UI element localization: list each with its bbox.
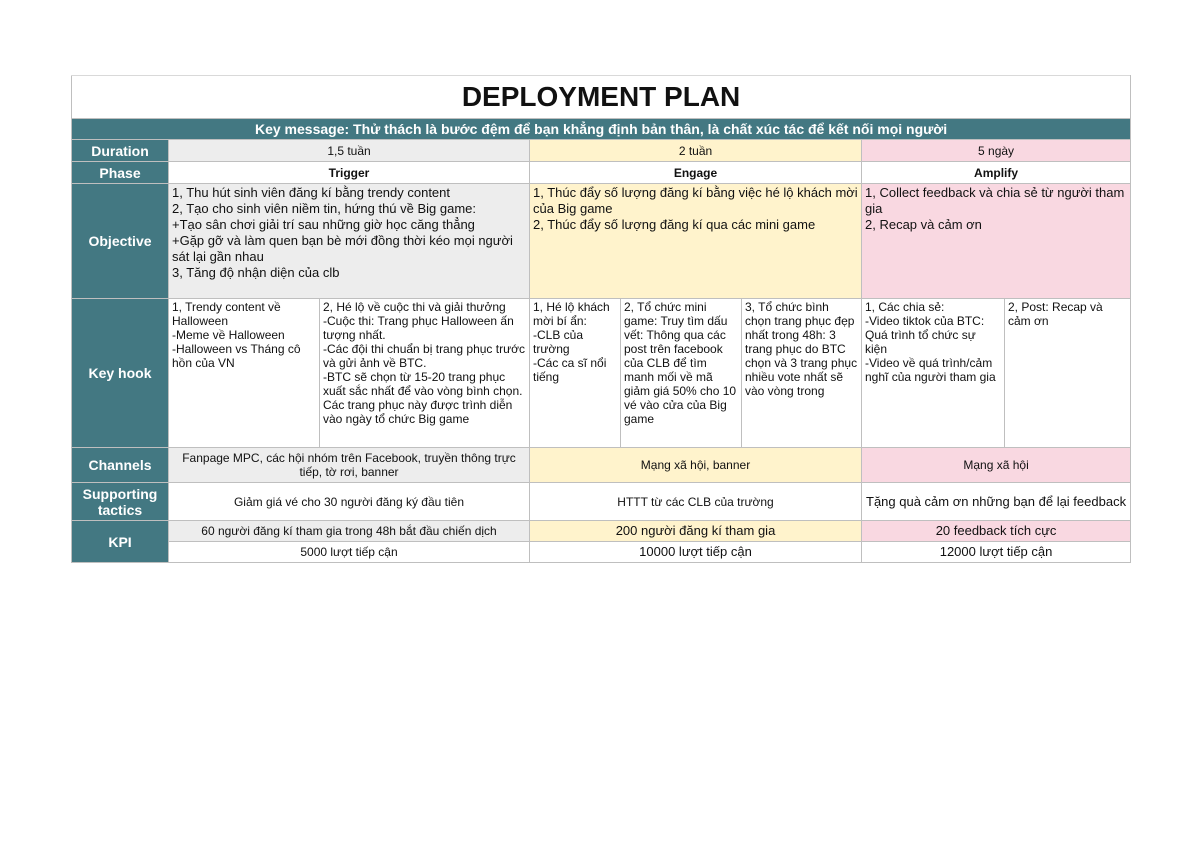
key-hook-engage-2: 2, Tổ chức mini game: Truy tìm dấu vết: Thông qua các post trên facebook của CLB để tìm manh mối về mã giảm giá 50% cho 10 vé vào cửa của Big game: [621, 299, 742, 448]
row-label-phase: Phase: [72, 162, 169, 184]
supporting-tactics-trigger: Giảm giá vé cho 30 người đăng ký đầu tiên: [169, 483, 530, 521]
key-hook-trigger-1: 1, Trendy content về Halloween -Meme về Halloween -Halloween vs Tháng cô hồn của VN: [169, 299, 320, 448]
duration-trigger: 1,5 tuần: [169, 140, 530, 162]
supporting-tactics-amplify: Tặng quà cảm ơn những bạn để lại feedback: [862, 483, 1131, 521]
page-title: DEPLOYMENT PLAN: [72, 76, 1131, 119]
kpi-engage-2: 10000 lượt tiếp cận: [530, 542, 862, 563]
phase-engage: Engage: [530, 162, 862, 184]
supporting-tactics-engage: HTTT từ các CLB của trường: [530, 483, 862, 521]
key-message-banner: Key message: Thử thách là bước đệm để bạn khẳng định bản thân, là chất xúc tác để kết nối mọi người: [72, 119, 1131, 140]
duration-amplify: 5 ngày: [862, 140, 1131, 162]
channels-amplify: Mạng xã hội: [862, 448, 1131, 483]
row-label-channels: Channels: [72, 448, 169, 483]
key-hook-engage-3: 3, Tổ chức bình chọn trang phục đẹp nhất trong 48h: 3 trang phục do BTC chọn và 3 trang phục nhiều vote nhất sẽ vào vòng trong: [742, 299, 862, 448]
row-label-kpi: KPI: [72, 521, 169, 563]
kpi-trigger-1: 60 người đăng kí tham gia trong 48h bắt đầu chiến dịch: [169, 521, 530, 542]
row-label-key-hook: Key hook: [72, 299, 169, 448]
kpi-amplify-1: 20 feedback tích cực: [862, 521, 1131, 542]
key-hook-amplify-1: 1, Các chia sẻ: -Video tiktok của BTC: Quá trình tổ chức sự kiện -Video về quá trình/cảm nghĩ của người tham gia: [862, 299, 1005, 448]
kpi-amplify-2: 12000 lượt tiếp cận: [862, 542, 1131, 563]
key-hook-trigger-2: 2, Hé lộ về cuộc thi và giải thưởng -Cuộc thi: Trang phục Halloween ấn tượng nhất. -Các đội thi chuẩn bị trang phục trước và gửi ảnh về BTC. -BTC sẽ chọn từ 15-20 trang phục xuất sắc nhất để vào vòng bình chọn. Các trang phục này được trình diễn vào ngày tổ chức Big game: [320, 299, 530, 448]
objective-amplify: 1, Collect feedback và chia sẻ từ người tham gia 2, Recap và cảm ơn: [862, 184, 1131, 299]
duration-engage: 2 tuần: [530, 140, 862, 162]
objective-trigger: 1, Thu hút sinh viên đăng kí bằng trendy content 2, Tạo cho sinh viên niềm tin, hứng thú về Big game: +Tạo sân chơi giải trí sau những giờ học căng thẳng +Gặp gỡ và làm quen bạn bè mới đồng thời kéo mọi người sát lại gần nhau 3, Tăng độ nhận diện của clb: [169, 184, 530, 299]
phase-trigger: Trigger: [169, 162, 530, 184]
objective-engage: 1, Thúc đẩy số lượng đăng kí bằng việc hé lộ khách mời của Big game 2, Thúc đẩy số lượng đăng kí qua các mini game: [530, 184, 862, 299]
kpi-trigger-2: 5000 lượt tiếp cận: [169, 542, 530, 563]
deployment-plan-table: [71, 75, 1131, 563]
kpi-engage-1: 200 người đăng kí tham gia: [530, 521, 862, 542]
phase-amplify: Amplify: [862, 162, 1131, 184]
key-hook-amplify-2: 2, Post: Recap và cảm ơn: [1005, 299, 1131, 448]
row-label-duration: Duration: [72, 140, 169, 162]
key-hook-engage-1: 1, Hé lộ khách mời bí ẩn: -CLB của trường -Các ca sĩ nổi tiếng: [530, 299, 621, 448]
channels-engage: Mạng xã hội, banner: [530, 448, 862, 483]
row-label-objective: Objective: [72, 184, 169, 299]
row-label-supporting-tactics: Supporting tactics: [72, 483, 169, 521]
channels-trigger: Fanpage MPC, các hội nhóm trên Facebook, truyền thông trực tiếp, tờ rơi, banner: [169, 448, 530, 483]
